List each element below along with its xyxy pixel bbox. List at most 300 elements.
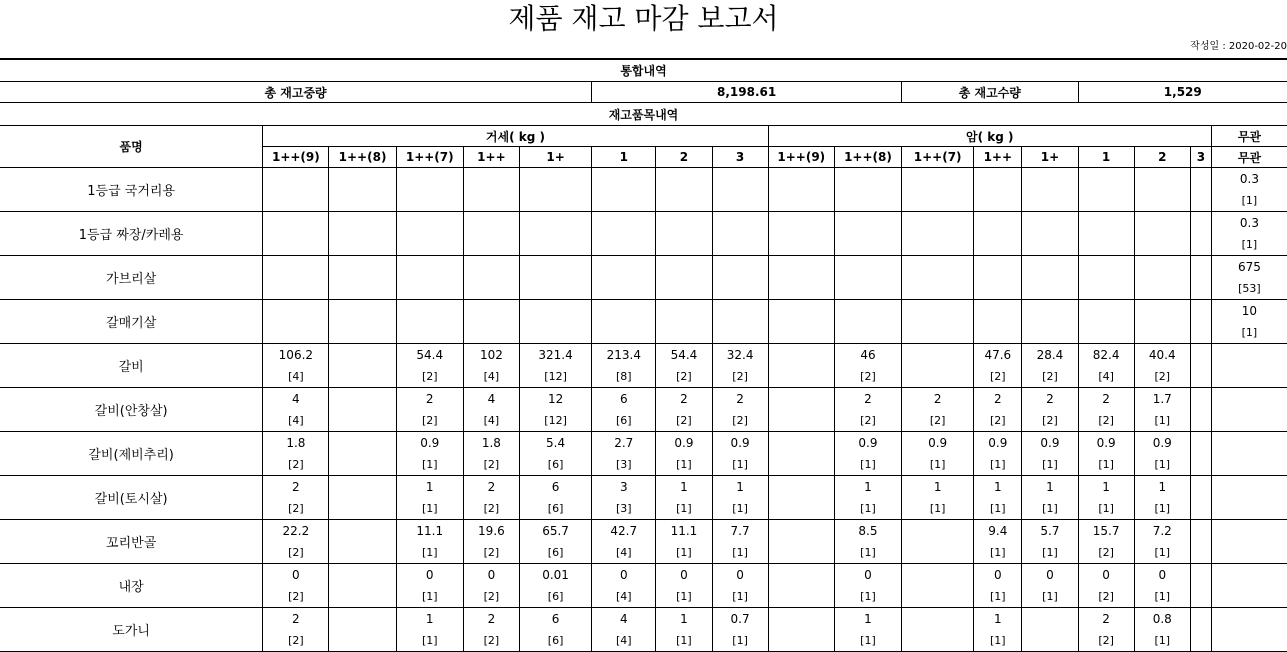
stock-weight [520,212,591,234]
stock-count [974,234,1021,255]
stock-weight: 1 [864,612,872,626]
table-row [0,300,1287,344]
stock-count [1191,278,1211,299]
stock-cell [329,300,396,344]
stock-count [1022,278,1077,299]
stock-weight [902,520,973,542]
stock-count [769,410,834,431]
stock-count [397,190,463,211]
stock-count [1212,410,1287,431]
stock-weight [1191,212,1211,234]
summary-section-header: 통합내역 [0,60,1287,82]
stock-cell [768,300,834,344]
cow-grade-header: 1+ [1022,147,1078,168]
stock-count: [1] [1154,458,1171,471]
stock-weight: 0.9 [928,436,948,450]
table-row [0,212,1287,256]
product-name: 갈비 [0,344,263,388]
stock-cell [1134,520,1190,564]
stock-cell [834,344,901,388]
stock-weight: 1 [1158,480,1167,494]
stock-cell [329,256,396,300]
stock-count: [4] [615,546,632,559]
stock-cell [768,432,834,476]
cow-group-header: 암( kg ) [768,126,1211,147]
stock-count: [2] [676,414,692,427]
stock-count [263,322,328,343]
stock-weight [329,256,395,278]
stock-count: [1] [1241,326,1258,339]
stock-weight [1022,608,1077,630]
stock-weight [713,168,768,190]
stock-cell [519,388,591,432]
stock-cell [1211,388,1287,432]
total-weight-label: 총 재고중량 [0,82,592,103]
stock-cell [902,168,974,212]
stock-cell [902,300,974,344]
stock-cell [329,388,396,432]
stock-cell [902,256,974,300]
stock-count [1022,234,1077,255]
stock-cell [463,344,519,388]
stock-cell [463,432,519,476]
stock-count [520,322,591,343]
stock-count: [1] [990,590,1006,603]
stock-weight: 12 [547,392,564,406]
stock-weight: 2 [487,480,496,494]
stock-weight [974,256,1021,278]
stock-count: [1] [1042,502,1058,515]
stock-weight: 0.9 [1096,436,1116,450]
stock-weight: 2 [1046,392,1054,406]
table-row [0,520,1287,564]
steer-grade-header: 1++ [463,147,519,168]
stock-count: [2] [676,370,692,383]
stock-count: [2] [483,502,500,515]
stock-weight [974,212,1021,234]
stock-cell [768,608,834,652]
stock-count: [2] [990,414,1006,427]
stock-weight [1191,608,1211,630]
stock-cell [263,212,329,256]
stock-cell [592,300,656,344]
stock-cell [1078,300,1134,344]
stock-weight: 1 [1046,480,1054,494]
stock-cell [902,388,974,432]
stock-weight: 3 [619,480,628,494]
cow-grade-header: 2 [1134,147,1190,168]
table-row [0,344,1287,388]
stock-cell [902,212,974,256]
detail-section-header: 재고품목내역 [0,103,1287,126]
stock-cell [974,608,1022,652]
stock-cell [974,520,1022,564]
stock-weight: 0 [487,568,496,582]
stock-count: [1] [676,634,692,647]
stock-cell [712,344,768,388]
stock-cell [834,168,901,212]
stock-cell [768,344,834,388]
stock-cell [519,344,591,388]
stock-cell [263,168,329,212]
stock-count: [3] [615,458,632,471]
stock-count: [4] [615,634,632,647]
stock-weight [835,256,901,278]
stock-cell [263,344,329,388]
stock-cell [656,212,712,256]
stock-weight: 28.4 [1036,348,1064,362]
stock-weight: 4 [619,612,628,626]
stock-weight: 1.8 [286,436,306,450]
stock-count: [2] [1098,590,1114,603]
stock-cell [768,168,834,212]
stock-weight: 11.1 [670,524,698,538]
stock-weight [263,168,328,190]
stock-weight [769,432,834,454]
stock-cell [1134,432,1190,476]
stock-cell [656,608,712,652]
stock-weight [713,256,768,278]
stock-weight [1135,212,1190,234]
stock-count [713,190,768,211]
stock-count: [1] [676,502,692,515]
stock-count [464,322,519,343]
stock-count [329,234,395,255]
stock-weight: 0.9 [1040,436,1060,450]
stock-count: [1] [990,502,1006,515]
stock-weight [464,212,519,234]
stock-count [769,586,834,607]
stock-weight: 213.4 [606,348,641,362]
stock-count [397,278,463,299]
stock-cell [834,256,901,300]
cow-grade-header: 1++(9) [768,147,834,168]
stock-count: [1] [929,458,946,471]
stock-weight [1191,520,1211,542]
stock-weight [656,212,711,234]
stock-count [1191,322,1211,343]
stock-cell [712,476,768,520]
stock-weight: 5.7 [1040,524,1060,538]
table-row [0,608,1287,652]
stock-weight [769,564,834,586]
stock-count [1079,278,1134,299]
stock-count [397,234,463,255]
stock-weight [1022,300,1077,322]
stock-cell [974,212,1022,256]
stock-weight [1022,168,1077,190]
stock-count [1212,454,1287,475]
stock-count: [1] [1042,546,1058,559]
stock-weight [656,300,711,322]
product-name: 도가니 [0,608,263,652]
stock-weight: 0 [1158,568,1167,582]
stock-count [1212,366,1287,387]
stock-weight [1191,168,1211,190]
stock-count [769,498,834,519]
stock-count [902,366,973,387]
stock-cell [329,212,396,256]
stock-count [902,190,973,211]
stock-weight: 1.7 [1152,392,1172,406]
steer-grade-header: 1++(7) [396,147,463,168]
steer-grade-header: 1+ [519,147,591,168]
stock-cell [1078,212,1134,256]
stock-count [769,234,834,255]
stock-weight [1079,300,1134,322]
product-name: 갈매기살 [0,300,263,344]
stock-weight: 1 [933,480,942,494]
stock-count [520,234,591,255]
stock-cell [902,476,974,520]
stock-weight: 2 [292,480,300,494]
stock-cell [834,388,901,432]
stock-count [520,278,591,299]
stock-weight [835,300,901,322]
stock-cell [263,520,329,564]
stock-weight: 0.9 [1152,436,1172,450]
stock-cell [1211,344,1287,388]
stock-cell [329,168,396,212]
stock-count: [2] [1098,546,1114,559]
stock-cell [396,564,463,608]
stock-cell [656,520,712,564]
stock-weight: 0 [292,568,300,582]
stock-count [1212,542,1287,563]
stock-weight: 2 [1102,612,1110,626]
stock-weight: 2 [1102,392,1110,406]
stock-cell [592,256,656,300]
stock-cell [1190,388,1211,432]
product-name: 가브리살 [0,256,263,300]
stock-weight: 0.3 [1239,172,1259,186]
stock-cell [656,344,712,388]
stock-count: [1] [1042,590,1058,603]
stock-weight: 2 [425,392,434,406]
stock-weight [1212,344,1287,366]
stock-weight [902,212,973,234]
stock-cell [1211,300,1287,344]
cow-grade-header: 3 [1190,147,1211,168]
stock-weight [902,564,973,586]
stock-cell [263,256,329,300]
stock-cell [519,520,591,564]
stock-count: [2] [860,370,876,383]
stock-cell [463,300,519,344]
stock-count [1191,190,1211,211]
stock-count [1191,542,1211,563]
stock-cell [592,564,656,608]
stock-weight [713,212,768,234]
stock-weight: 1 [680,612,688,626]
stock-count [464,190,519,211]
stock-cell [463,212,519,256]
stock-cell [656,432,712,476]
stock-weight: 0 [1046,568,1054,582]
stock-weight [397,300,463,322]
stock-count: [1] [732,546,748,559]
stock-cell [1022,520,1078,564]
stock-cell [1078,564,1134,608]
stock-weight [902,300,973,322]
stock-weight: 1 [1102,480,1110,494]
report-date: 작성일 : 2020-02-20 [1190,41,1287,52]
stock-count [713,278,768,299]
stock-weight: 32.4 [726,348,754,362]
report-title: 제품 재고 마감 보고서 [508,2,779,35]
stock-cell [974,344,1022,388]
stock-cell [1134,608,1190,652]
stock-weight: 6 [619,392,628,406]
stock-weight [263,256,328,278]
stock-weight [1022,256,1077,278]
stock-cell [263,476,329,520]
stock-cell [519,300,591,344]
stock-count [902,586,973,607]
stock-weight [769,168,834,190]
stock-weight [397,212,463,234]
stock-weight: 0.9 [730,436,750,450]
stock-count [592,278,655,299]
stock-cell [1022,388,1078,432]
stock-count: [2] [860,414,876,427]
stock-cell [1190,212,1211,256]
steer-grade-header: 3 [712,147,768,168]
stock-count [1135,278,1190,299]
stock-weight: 4 [487,392,496,406]
stock-cell [519,564,591,608]
stock-weight: 4 [292,392,300,406]
stock-count: [1] [990,634,1006,647]
stock-cell [263,564,329,608]
stock-count [1135,190,1190,211]
product-name: 1등급 국거리용 [0,168,263,212]
stock-cell [463,256,519,300]
steer-group-header: 거세( kg ) [263,126,768,147]
stock-weight [520,300,591,322]
stock-count: [2] [288,546,304,559]
stock-count [329,586,395,607]
stock-cell [834,520,901,564]
stock-count [329,322,395,343]
stock-weight [464,256,519,278]
stock-cell [519,168,591,212]
stock-weight [656,256,711,278]
stock-count: [4] [483,370,500,383]
stock-cell [1211,168,1287,212]
stock-count: [6] [615,414,632,427]
table-row [0,476,1287,520]
stock-cell [592,476,656,520]
stock-count: [1] [1154,502,1171,515]
stock-count [329,278,395,299]
stock-weight: 46 [860,348,876,362]
stock-cell [768,212,834,256]
stock-weight: 15.7 [1092,524,1120,538]
product-name: 갈비(안창살) [0,388,263,432]
stock-weight: 54.4 [416,348,444,362]
stock-cell [463,476,519,520]
stock-count [329,410,395,431]
stock-count [656,278,711,299]
stock-cell [1211,564,1287,608]
stock-count: [1] [676,458,692,471]
stock-weight [713,300,768,322]
stock-cell [1078,520,1134,564]
stock-count: [1] [676,590,692,603]
product-name: 갈비(제비추리) [0,432,263,476]
stock-cell [974,300,1022,344]
stock-cell [768,476,834,520]
stock-cell [396,476,463,520]
stock-cell [974,476,1022,520]
stock-weight [1191,300,1211,322]
stock-weight [769,256,834,278]
stock-weight: 10 [1241,304,1258,318]
stock-weight: 47.6 [984,348,1012,362]
stock-weight [520,168,591,190]
stock-weight: 22.2 [282,524,310,538]
stock-weight [1191,256,1211,278]
stock-cell [1134,256,1190,300]
stock-weight: 19.6 [478,524,505,538]
product-name-header: 품명 [0,126,263,168]
stock-cell [329,520,396,564]
stock-count: [4] [288,370,304,383]
stock-count: [12] [544,414,567,427]
stock-cell [396,608,463,652]
stock-count: [1] [929,502,946,515]
stock-count [592,322,655,343]
stock-count: [2] [288,590,304,603]
stock-cell [592,608,656,652]
stock-cell [592,388,656,432]
stock-cell [1078,168,1134,212]
stock-cell [1022,476,1078,520]
stock-count [592,190,655,211]
stock-count: [2] [288,458,304,471]
stock-cell [463,564,519,608]
stock-weight [835,212,901,234]
stock-weight: 0 [864,568,872,582]
stock-weight [769,212,834,234]
table-row [0,564,1287,608]
stock-count [520,190,591,211]
stock-count [1191,454,1211,475]
stock-weight: 11.1 [416,524,444,538]
stock-weight [1191,344,1211,366]
stock-cell [396,388,463,432]
stock-weight [902,256,973,278]
stock-count: [1] [421,634,438,647]
stock-weight: 1 [993,612,1002,626]
stock-weight: 0 [425,568,434,582]
stock-count: [2] [483,546,500,559]
stock-cell [592,432,656,476]
stock-count [974,190,1021,211]
stock-count: [1] [1098,458,1114,471]
stock-count: [1] [421,502,438,515]
stock-weight: 42.7 [610,524,638,538]
stock-weight [329,300,395,322]
stock-weight [1191,564,1211,586]
total-qty-value: 1,529 [1078,82,1287,103]
stock-count: [6] [547,634,564,647]
stock-cell [396,520,463,564]
stock-weight [329,212,395,234]
stock-weight: 2 [864,392,872,406]
stock-cell [1190,520,1211,564]
